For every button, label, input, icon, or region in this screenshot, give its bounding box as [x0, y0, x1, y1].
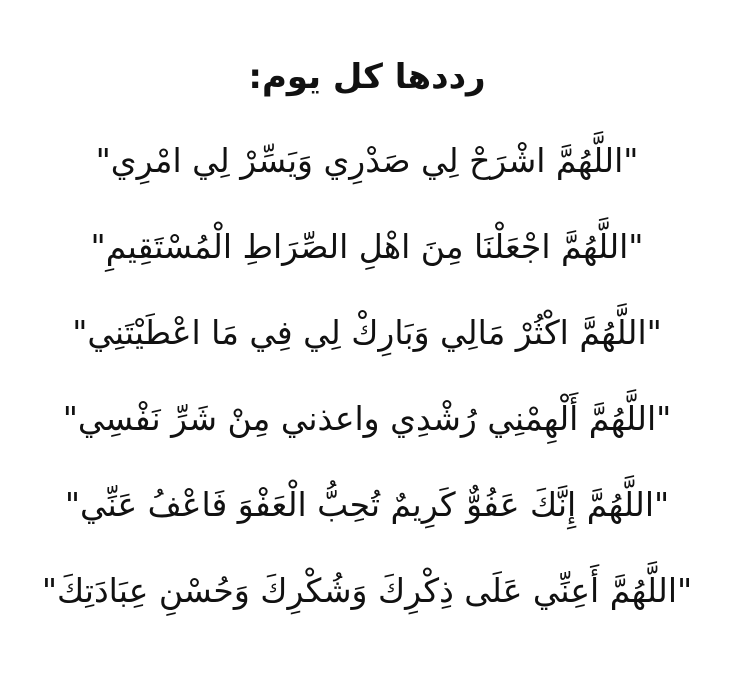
- supplication-line-5: "اللَّهُمَّ إِنَّكَ عَفُوٌّ كَرِيمٌ تُحِبُّ الْعَفْوَ فَاعْفُ عَنِّي": [64, 485, 670, 524]
- supplication-line-6: "اللَّهُمَّ أَعِنِّي عَلَى ذِكْرِكَ وَشُكْرِكَ وَحُسْنِ عِبَادَتِكَ": [41, 571, 693, 610]
- supplication-line-1: "اللَّهُمَّ اشْرَحْ لِي صَدْرِي وَيَسِّرْ لِي امْرِي": [95, 141, 639, 180]
- page-title: رددها كل يوم:: [248, 57, 486, 97]
- supplication-line-3: "اللَّهُمَّ اكْثُرْ مَالِي وَبَارِكْ لِي فِي مَا اعْطَيْتَنِي": [72, 313, 662, 352]
- supplication-list: [20, 118, 714, 634]
- supplication-line-2: "اللَّهُمَّ اجْعَلْنَا مِنَ اهْلِ الصِّرَاطِ الْمُسْتَقِيمِ": [90, 227, 644, 266]
- supplication-line-4: "اللَّهُمَّ أَلْهِمْنِي رُشْدِي واعذني مِنْ شَرِّ نَفْسِي": [62, 399, 672, 438]
